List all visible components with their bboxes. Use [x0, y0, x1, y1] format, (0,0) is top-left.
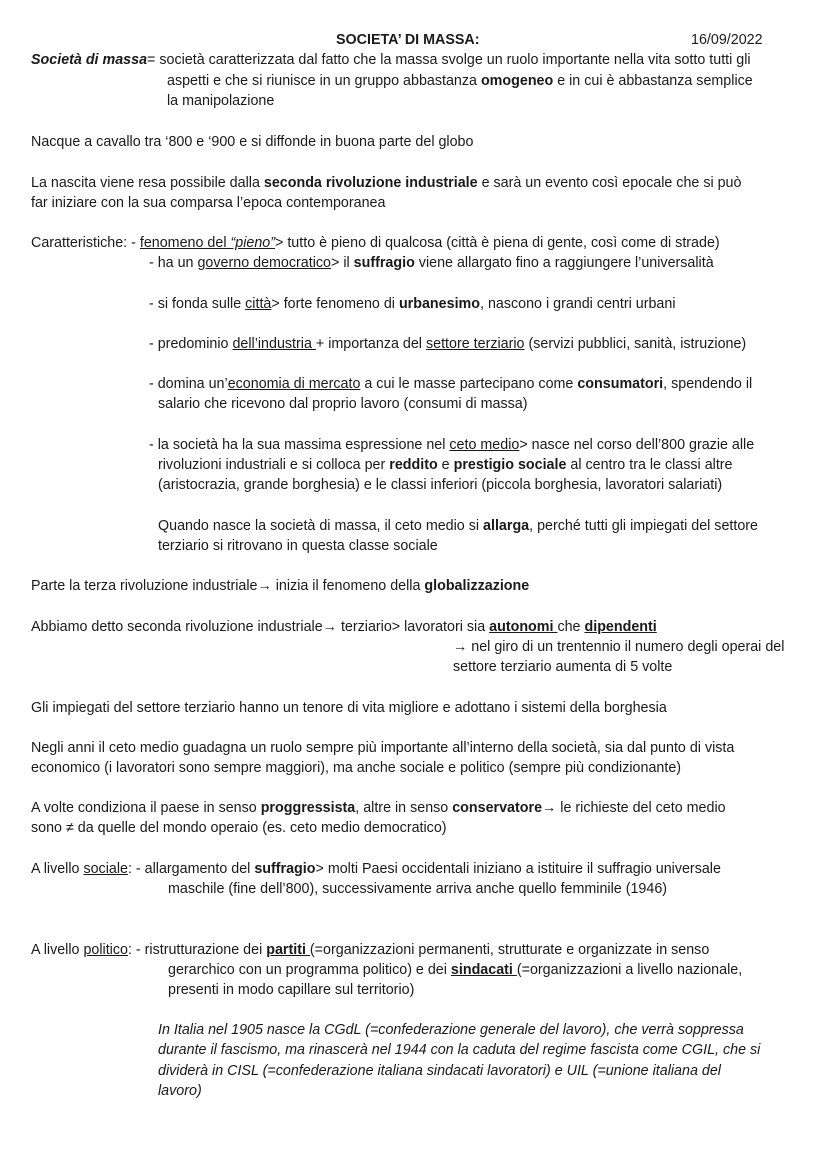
italy-note-line-3: dividerà in CISL (=confederazione italiana sindacati lavoratori) e UIL (=unione italiana del [158, 1063, 721, 1079]
characteristics-item-4: - predominio dell’industria + importanza del settore terziario (servizi pubblici, sanità, istruzione) [149, 336, 747, 352]
definition-line-3: la manipolazione [167, 93, 275, 109]
page-title: SOCIETA’ DI MASSA: [336, 32, 480, 48]
social-line-1: A livello sociale: - allargamento del suffragio> molti Paesi occidentali iniziano a istituire il suffragio universale [31, 861, 721, 877]
political-line-1: A livello politico: - ristrutturazione dei partiti (=organizzazioni permanenti, strutturate e organizzate in senso [31, 942, 710, 958]
birth-line-2: far iniziare con la sua comparsa l’epoca contemporanea [31, 195, 386, 211]
employees-paragraph: Gli impiegati del settore terziario hanno un tenore di vita migliore e adottano i sistemi della borghesia [31, 700, 667, 716]
middle-class-note-line-1: Quando nasce la società di massa, il ceto medio si allarga, perché tutti gli impiegati del settore [158, 518, 759, 534]
italy-note-line-4: lavoro) [158, 1083, 202, 1099]
definition-term: Società di massa [31, 52, 148, 68]
conditions-line-1: A volte condiziona il paese in senso proggressista, altre in senso conservatore→ le richieste del ceto medio [31, 800, 726, 816]
birth-line-1: La nascita viene resa possibile dalla seconda rivoluzione industriale e sarà un evento così epocale che si può [31, 175, 742, 191]
characteristics-item-6: - la società ha la sua massima espressione nel ceto medio> nasce nel corso dell’800 grazie alle [149, 437, 755, 453]
characteristics-item-3: - si fonda sulle città> forte fenomeno di urbanesimo, nascono i grandi centri urbani [149, 296, 676, 312]
political-line-2: gerarchico con un programma politico) e dei sindacati (=organizzazioni a livello nazionale, [168, 962, 743, 978]
italy-note-line-1: In Italia nel 1905 nasce la CGdL (=confederazione generale del lavoro), che verrà soppressa [158, 1022, 744, 1038]
second-revolution-line-1: Abbiamo detto seconda rivoluzione industriale→ terziario> lavoratori sia autonomi che dipendenti [31, 619, 657, 635]
characteristics-item-5: - domina un’economia di mercato a cui le masse partecipano come consumatori, spendendo il [149, 376, 753, 392]
second-revolution-note-line-1: → nel giro di un trentennio il numero degli operai del [453, 639, 785, 655]
middle-class-note-line-2: terziario si ritrovano in questa classe sociale [158, 538, 438, 554]
definition-line-2: aspetti e che si riunisce in un gruppo abbastanza omogeneo e in cui è abbastanza semplice [167, 73, 753, 89]
third-revolution-paragraph: Parte la terza rivoluzione industriale→ inizia il fenomeno della globalizzazione [31, 578, 530, 594]
date-label: 16/09/2022 [691, 32, 763, 48]
characteristics-item-5-line-2: salario che ricevono dal proprio lavoro (consumi di massa) [158, 396, 528, 412]
characteristics-item-6-line-3: (aristocrazia, grande borghesia) e le classi inferiori (piccola borghesia, lavoratori salariati) [158, 477, 723, 493]
definition-line-1: Società di massa= società caratterizzata dal fatto che la massa svolge un ruolo importante nella vita sotto tutti gli [31, 52, 751, 68]
social-line-2: maschile (fine dell’800), successivamente arriva anche quello femminile (1946) [168, 881, 668, 897]
years-line-1: Negli anni il ceto medio guadagna un ruolo sempre più importante all’interno della società, sia dal punto di vista [31, 740, 735, 756]
characteristics-item-1: Caratteristiche: - fenomeno del “pieno”> tutto è pieno di qualcosa (città è piena di gente, così come di strade) [31, 235, 720, 251]
years-line-2: economico (i lavoratori sono sempre maggiori), ma anche sociale e politico (sempre più condizionante) [31, 760, 682, 776]
italy-note-line-2: durante il fascismo, ma rinascerà nel 1944 con la caduta del regime fascista come CGIL, che si [158, 1042, 761, 1058]
conditions-line-2: sono ≠ da quelle del mondo operaio (es. ceto medio democratico) [31, 820, 447, 836]
second-revolution-note-line-2: settore terziario aumenta di 5 volte [453, 659, 673, 675]
political-line-3: presenti in modo capillare sul territorio) [168, 982, 415, 998]
characteristics-item-2: - ha un governo democratico> il suffragio viene allargato fino a raggiungere l’universalità [149, 255, 714, 271]
characteristics-item-6-line-2: rivoluzioni industriali e si colloca per reddito e prestigio sociale al centro tra le classi altre [158, 457, 733, 473]
origin-paragraph: Nacque a cavallo tra ‘800 e ‘900 e si diffonde in buona parte del globo [31, 134, 474, 150]
